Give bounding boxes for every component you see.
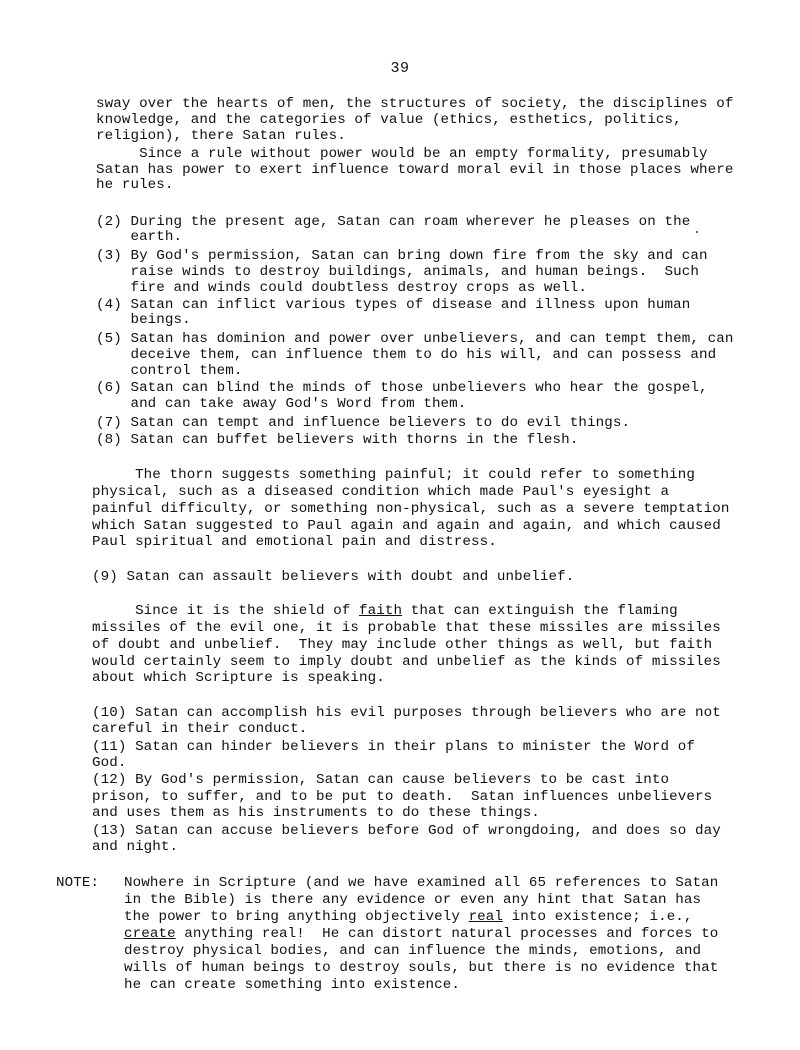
paragraph-line: painful difficulty, or something non-physical, such as a severe temptation [92,501,730,517]
paragraph-line: about which Scripture is speaking. [92,670,385,686]
note-line [124,909,693,925]
text-run: anything real! He can distort natural processes and forces to [175,926,719,942]
list-item: (11) Satan can hinder believers in their plans to minister the Word of [92,739,695,755]
underlined-word: create [124,926,176,942]
list-item: (4) Satan can inflict various types of disease and illness upon human [96,297,691,313]
paragraph-line: missiles of the evil one, it is probable that these missiles are missiles [92,620,721,636]
list-item: (5) Satan has dominion and power over unbelievers, and can tempt them, can [96,331,734,347]
note-label: NOTE: [56,875,100,891]
paragraph-line [92,603,678,619]
list-item: and uses them as his instruments to do these things. [92,805,540,821]
note-line: Nowhere in Scripture (and we have examined all 65 references to Satan [124,875,719,891]
underlined-word: faith [359,603,403,619]
list-item: (8) Satan can buffet believers with thorns in the flesh. [96,432,579,448]
text-run: that can extinguish the flaming [402,603,678,619]
list-item: earth. [96,229,183,245]
list-item: (2) During the present age, Satan can roam wherever he pleases on the [96,214,691,230]
list-item: control them. [96,363,243,379]
list-item: beings. [96,312,191,328]
list-item: careful in their conduct. [92,721,308,737]
list-item: fire and winds could doubtless destroy crops as well. [96,280,587,296]
intro-line: knowledge, and the categories of value (ethics, esthetics, politics, [96,112,682,128]
note-line: he can create something into existence. [124,977,460,993]
list-item: and night. [92,839,179,855]
list-item: (9) Satan can assault believers with doubt and unbelief. [92,569,575,585]
intro-line: Satan has power to exert influence toward moral evil in those places where [96,162,734,178]
paragraph-line: which Satan suggested to Paul again and again and again, and which caused [92,518,721,534]
page-number: 39 [390,60,410,77]
list-item: (10) Satan can accomplish his evil purposes through believers who are not [92,705,721,721]
intro-line: religion), there Satan rules. [96,128,346,144]
intro-line: Since a rule without power would be an empty formality, presumably [96,146,708,162]
paragraph-line: would certainly seem to imply doubt and unbelief as the kinds of missiles [92,654,721,670]
intro-line: sway over the hearts of men, the structures of society, the disciplines of [96,96,734,112]
list-item: (6) Satan can blind the minds of those unbelievers who hear the gospel, [96,380,708,396]
stray-mark [696,231,698,233]
list-item: raise winds to destroy buildings, animals, and human beings. Such [96,264,699,280]
intro-line: he rules. [96,177,174,193]
list-item: God. [92,755,127,771]
list-item: (12) By God's permission, Satan can cause believers to be cast into [92,772,670,788]
paragraph-line: Paul spiritual and emotional pain and distress. [92,534,497,550]
text-run: Since it is the shield of [92,603,360,619]
paragraph-line: physical, such as a diseased condition which made Paul's eyesight a [92,484,670,500]
note-line: destroy physical bodies, and can influence the minds, emotions, and [124,943,702,959]
text-run: into existence; i.e., [503,909,693,925]
list-item: prison, to suffer, and to be put to death. Satan influences unbelievers [92,789,713,805]
paragraph-line: of doubt and unbelief. They may include other things as well, but faith [92,637,713,653]
note-line [124,926,718,942]
list-item: and can take away God's Word from them. [96,396,467,412]
list-item: (7) Satan can tempt and influence believers to do evil things. [96,415,631,431]
list-item: deceive them, can influence them to do his will, and can possess and [96,347,717,363]
list-item: (13) Satan can accuse believers before God of wrongdoing, and does so day [92,823,721,839]
underlined-word: real [468,909,504,925]
text-run: the power to bring anything objectively [124,909,469,925]
note-line: wills of human beings to destroy souls, but there is no evidence that [124,960,719,976]
list-item: (3) By God's permission, Satan can bring down fire from the sky and can [96,248,708,264]
note-line: in the Bible) is there any evidence or even any hint that Satan has [124,892,702,908]
paragraph-line: The thorn suggests something painful; it could refer to something [92,467,695,483]
